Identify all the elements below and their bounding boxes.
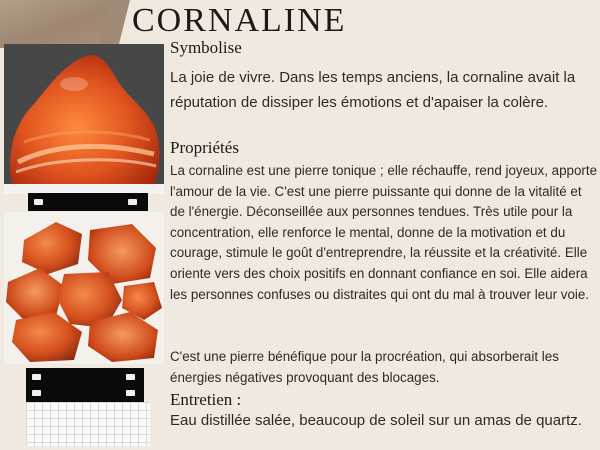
grid-paper-decoration [26, 402, 150, 446]
proprietes-text-2: C'est une pierre bénéfique pour la procréation, qui absorberait les énergies négatives provoquant des blocages. [170, 349, 559, 385]
film-hole [32, 390, 41, 396]
entretien-heading: Entretien : [170, 390, 242, 409]
symbolise-text: La joie de vivre. Dans les temps anciens, la cornaline avait la réputation de dissiper les émotions et d'apaiser la colère. [170, 69, 576, 111]
film-hole [126, 390, 135, 396]
proprietes-heading: Propriétés [170, 138, 239, 157]
film-hole [34, 199, 43, 205]
film-strip-top [28, 193, 148, 211]
film-hole [32, 374, 41, 380]
entretien-text: Eau distillée salée, beaucoup de soleil sur un amas de quartz. [170, 412, 582, 429]
film-hole [126, 374, 135, 380]
paper-scrap-decoration [0, 0, 110, 48]
page-title: CORNALINE [132, 2, 347, 39]
film-strip-bottom [26, 368, 144, 404]
proprietes-text: La cornaline est une pierre tonique ; elle réchauffe, rend joyeux, apporte l'amour de la vie. C'est une pierre puissante qui donne de la vitalité et de l'énergie. Déconseillée aux personnes tendues. Très utile pour la concentration, elle renforce le mental, donne de la motivation et du courage, stimule le goût d'entreprendre, la réussite et la créativité. Elle oriente vers des choix positifs en donnant confiance en soi. Elle aidera les personnes confuses ou distraites qui ont du mal à trouver leur voie. [170, 163, 598, 302]
film-hole [128, 199, 137, 205]
symbolise-heading: Symbolise [170, 38, 242, 57]
raw-carnelian-photo [4, 212, 164, 364]
polished-carnelian-photo [4, 44, 164, 194]
